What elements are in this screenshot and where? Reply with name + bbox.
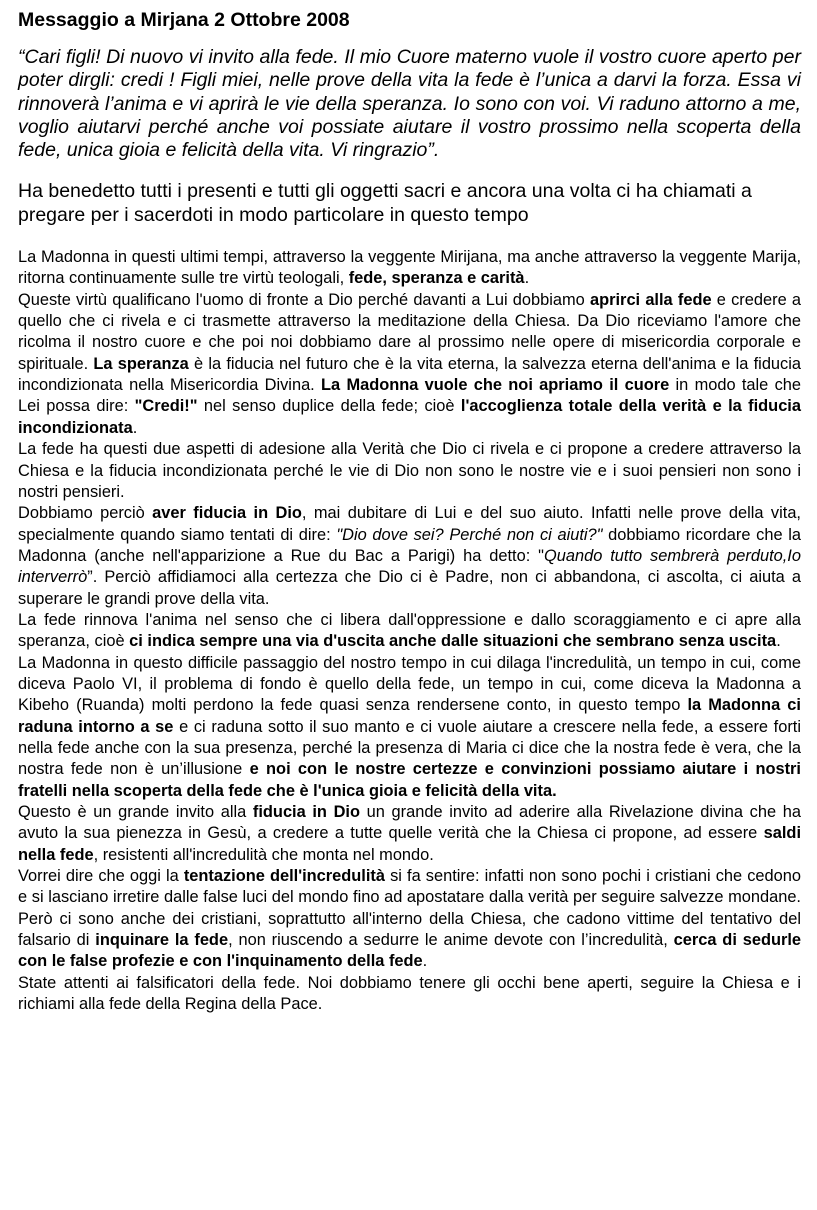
paragraph-trust-in-god: Dobbiamo perciò aver fiducia in Dio, mai dubitare di Lui e del suo aiuto. Infatti nelle prove della vita, specialmente quando siamo tentati di dire: "Dio dove sei? Perché non ci aiuti?" dobbiamo ricordare che la Madonna (anche nell'apparizione a Rue du Bac a Parigi) ha detto: "Quando tutto sembrerà perduto,Io interverrò”. Perciò affidiamoci alla certezza che Dio ci è Padre, non ci abbandona, ci ascolta, ci aiuta a superare le grandi prove della vita. xyxy=(18,504,802,608)
paragraph-faith-renews: La fede rinnova l'anima nel senso che ci libera dall'oppressione e dallo scoraggiamento e ci apre alla speranza, cioè ci indica sempre una via d'uscita anche dalle situazioni che sembrano senza uscita. xyxy=(18,610,801,651)
message-quote: “Cari figli! Di nuovo vi invito alla fede. Il mio Cuore materno vuole il vostro cuore aperto per poter dirgli: credi ! Figli miei, nelle prove della vita la fede è l’unica a darvi la forza. Essa vi rinnoverà l’anima e vi aprirà le vie della speranza. Io sono con voi. Vi raduno attorno a me, voglio aiutarvi perché anche voi possiate aiutare il vostro prossimo nella scoperta della fede, unica gioia e felicità della vita. Vi ringrazio”. xyxy=(18,46,801,162)
paragraph-two-aspects: La fede ha questi due aspetti di adesione alla Verità che Dio ci rivela e ci propone a credere attraverso la Chiesa e la fiducia incondizionata perché le vie di Dio non sono le nostre vie e i suoi pensieri non sono i nostri pensieri. xyxy=(18,440,801,501)
paragraph-theological-virtues: La Madonna in questi ultimi tempi, attraverso la veggente Mirijana, ma anche attraverso la veggente Marija, ritorna continuamente sulle tre virtù teologali, fede, speranza e carità. xyxy=(18,248,801,288)
blessing-paragraph: Ha benedetto tutti i presenti e tutti gli oggetti sacri e ancora una volta ci ha chiamati a pregare per i sacerdoti in modo particolare in questo tempo xyxy=(18,180,752,226)
page-title: Messaggio a Mirjana 2 Ottobre 2008 xyxy=(18,9,350,31)
paragraph-be-careful: State attenti ai falsificatori della fede. Noi dobbiamo tenere gli occhi bene aperti, seguire la Chiesa e i richiami alla fede della Regina della Pace. xyxy=(18,973,801,1014)
paragraph-temptation: Vorrei dire che oggi la tentazione dell'incredulità si fa sentire: infatti non sono pochi i cristiani che cedono e si lasciano irretire dalle false luci del mondo fino ad apostatare dalla verità per seguire salvezze mondane. Però ci sono anche dei cristiani, soprattutto all'interno della Chiesa, che cadono vittime del tentativo del falsario di inquinare la fede, non riuscendo a sedurre le anime devote con l’incredulità, cerca di sedurle con le false profezie e con l'inquinamento della fede. xyxy=(18,867,802,971)
paragraph-great-invitation: Questo è un grande invito alla fiducia in Dio un grande invito ad aderire alla Rivelazione divina che ha avuto la sua pienezza in Gesù, a credere a tutte quelle verità che la Chiesa ci propone, ad essere saldi nella fede, resistenti all'incredulità che monta nel mondo. xyxy=(18,803,801,864)
commentary xyxy=(18,247,801,1015)
paragraph-virtues-qualify: Queste virtù qualificano l'uomo di fronte a Dio perché davanti a Lui dobbiamo aprirci alla fede e credere a quello che ci rivela e ci trasmette attraverso la meditazione della Chiesa. Da Dio riceviamo l'amore che ricolma il nostro cuore e che poi noi dobbiamo dare al prossimo nelle opere di misericordia corporale e spirituale. La speranza è la fiducia nel futuro che è la vita eterna, la salvezza eterna dell'anima e la fiducia incondizionata nella Misericordia Divina. La Madonna vuole che noi apriamo il cuore in modo tale che Lei possa dire: "Credi!" nel senso duplice della fede; cioè l'accoglienza totale della verità e la fiducia incondizionata. xyxy=(18,290,802,437)
paragraph-difficult-passage: La Madonna in questo difficile passaggio del nostro tempo in cui dilaga l'incredulità, un tempo in cui, come diceva Paolo VI, il problema di fondo è quello della fede, un tempo in cui, come diceva la Madonna a Kibeho (Ruanda) molti perdono la fede quasi senza rendersene conto, in questo tempo la Madonna ci raduna intorno a se e ci raduna sotto il suo manto e ci vuole aiutare a crescere nella fede, a essere forti nella fede anche con la sua presenza, perché la presenza di Maria ci dice che la nostra fede è vera, che la nostra fede non è un’illusione e noi con le nostre certezze e convinzioni possiamo aiutare i nostri fratelli nella scoperta della fede che è l'unica gioia e felicità della vita. xyxy=(18,653,802,800)
